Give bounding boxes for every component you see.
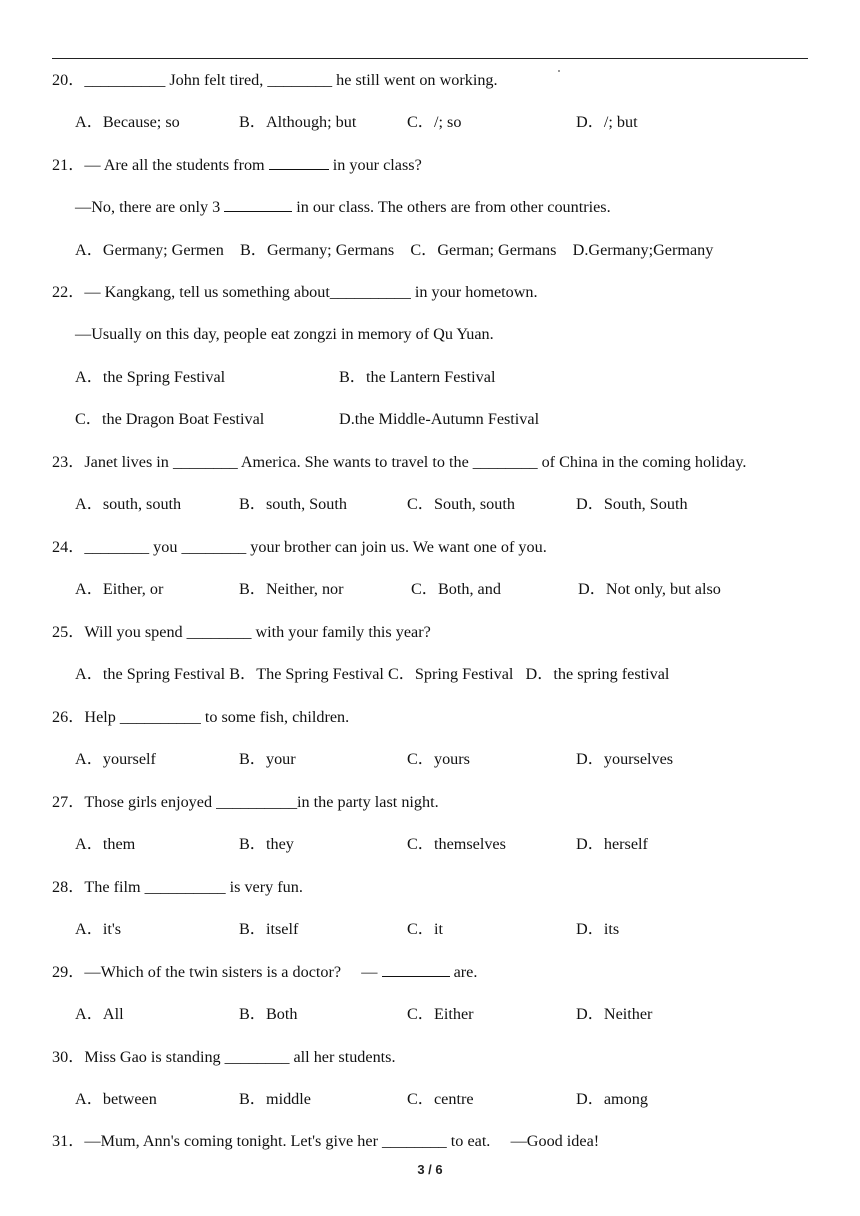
option-a[interactable]: A．yourself [75, 750, 156, 768]
question-number: 29． [52, 963, 85, 981]
scan-dot [558, 70, 560, 72]
question-stem: —Mum, Ann's coming tonight. Let's give her ________ to eat. —Good idea! [84, 1132, 600, 1150]
question-stem: — Are all the students from [84, 156, 269, 174]
option-b[interactable]: B．middle [239, 1090, 311, 1108]
options-line[interactable]: A．Germany; Germen B．Germany; Germans C．German; Germans D.Germany;Germany [75, 241, 714, 259]
option-d[interactable]: D．its [576, 920, 620, 938]
question-number: 30． [52, 1048, 85, 1066]
question-21 [52, 155, 422, 175]
question-22 [52, 282, 538, 302]
option-d[interactable]: D.the Middle-Autumn Festival [339, 410, 540, 428]
reply-line [75, 197, 611, 217]
header-rule [52, 58, 808, 59]
option-c[interactable]: C．/; so [407, 113, 462, 131]
option-c[interactable]: C．Both, and [411, 580, 501, 598]
question-number: 23． [52, 453, 85, 471]
option-a[interactable]: A．them [75, 835, 136, 853]
reply-text-end: in our class. The others are from other countries. [292, 198, 611, 216]
question-stem: — Kangkang, tell us something about__________ in your hometown. [84, 283, 538, 301]
question-stem: —Which of the twin sisters is a doctor? — [84, 963, 382, 981]
option-c[interactable]: C．South, south [407, 495, 515, 513]
option-b[interactable]: B．Although; but [239, 113, 357, 131]
question-stem: __________ John felt tired, ________ he still went on working. [84, 71, 498, 89]
option-c[interactable]: C．centre [407, 1090, 474, 1108]
answer-blank [224, 197, 292, 212]
question-stem: Those girls enjoyed __________in the party last night. [84, 793, 439, 811]
option-a[interactable]: A．the Spring Festival [75, 368, 226, 386]
option-c[interactable]: C．themselves [407, 835, 506, 853]
question-31 [52, 1131, 599, 1151]
question-25 [52, 622, 431, 642]
option-b[interactable]: B．Neither, nor [239, 580, 344, 598]
reply-text: —No, there are only 3 [75, 198, 225, 216]
option-b[interactable]: B．itself [239, 920, 299, 938]
option-b[interactable]: B．south, South [239, 495, 347, 513]
question-24 [52, 537, 547, 557]
page-number: 3 / 6 [417, 1162, 443, 1177]
question-stem-end: are. [449, 963, 478, 981]
question-number: 25． [52, 623, 85, 641]
question-number: 22． [52, 283, 85, 301]
option-a[interactable]: A．between [75, 1090, 157, 1108]
question-29 [52, 962, 477, 982]
option-d[interactable]: D．yourselves [576, 750, 674, 768]
option-d[interactable]: D．/; but [576, 113, 638, 131]
option-c[interactable]: C．Either [407, 1005, 474, 1023]
question-number: 24． [52, 538, 85, 556]
option-a[interactable]: A．it's [75, 920, 122, 938]
options-line[interactable]: A．the Spring Festival B．The Spring Festival C．Spring Festival D．the spring festival [75, 665, 670, 683]
question-number: 21． [52, 156, 85, 174]
option-c[interactable]: C．the Dragon Boat Festival [75, 410, 265, 428]
question-number: 26． [52, 708, 85, 726]
question-stem: ________ you ________ your brother can join us. We want one of you. [84, 538, 547, 556]
question-stem: Help __________ to some fish, children. [84, 708, 350, 726]
option-b[interactable]: B．your [239, 750, 296, 768]
option-c[interactable]: C．it [407, 920, 443, 938]
option-a[interactable]: A．Because; so [75, 113, 180, 131]
question-stem: The film __________ is very fun. [84, 878, 303, 896]
question-stem: Janet lives in ________ America. She wants to travel to the ________ of China in the coming holiday. [84, 453, 747, 471]
question-number: 27． [52, 793, 85, 811]
option-b[interactable]: B．the Lantern Festival [339, 368, 496, 386]
question-23 [52, 452, 746, 472]
option-d[interactable]: D．Not only, but also [578, 580, 721, 598]
question-number: 20． [52, 71, 85, 89]
option-b[interactable]: B．Both [239, 1005, 298, 1023]
option-a[interactable]: A．Either, or [75, 580, 164, 598]
question-stem: Miss Gao is standing ________ all her students. [84, 1048, 396, 1066]
question-20 [52, 70, 498, 90]
option-d[interactable]: D．Neither [576, 1005, 653, 1023]
option-a[interactable]: A．All [75, 1005, 124, 1023]
question-26 [52, 707, 349, 727]
question-28 [52, 877, 303, 897]
question-number: 31． [52, 1132, 85, 1150]
question-number: 28． [52, 878, 85, 896]
option-d[interactable]: D．herself [576, 835, 648, 853]
question-30 [52, 1047, 396, 1067]
option-b[interactable]: B．they [239, 835, 294, 853]
option-a[interactable]: A．south, south [75, 495, 182, 513]
reply-line: —Usually on this day, people eat zongzi in memory of Qu Yuan. [75, 325, 494, 343]
option-d[interactable]: D．South, South [576, 495, 688, 513]
answer-blank [382, 962, 450, 977]
option-c[interactable]: C．yours [407, 750, 470, 768]
answer-blank [269, 155, 329, 170]
question-27 [52, 792, 439, 812]
question-stem: Will you spend ________ with your family this year? [84, 623, 431, 641]
option-d[interactable]: D．among [576, 1090, 648, 1108]
question-stem-end: in your class? [328, 156, 422, 174]
